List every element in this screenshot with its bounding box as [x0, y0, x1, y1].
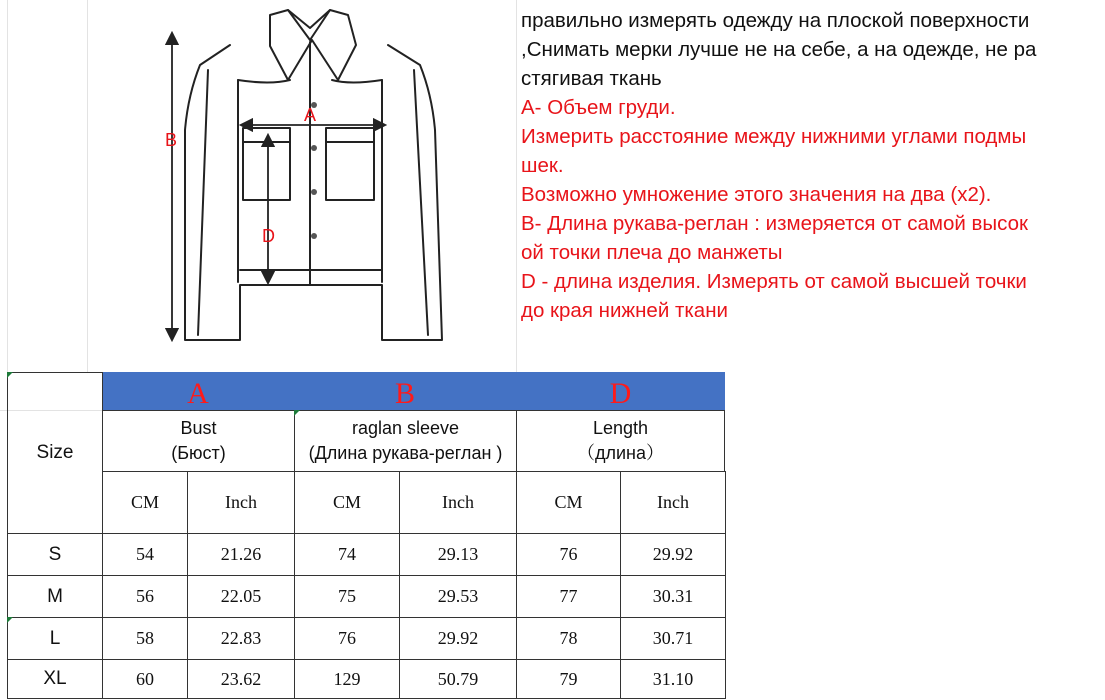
size-header: Size: [7, 372, 103, 534]
value-cell: 22.83: [187, 617, 295, 660]
cell-indicator: [7, 617, 13, 623]
jacket-outline: [185, 10, 442, 340]
value-cell: 23.62: [187, 659, 295, 699]
bust-header-name: Bust: [180, 418, 217, 438]
unit-cell: Inch: [399, 471, 517, 534]
instruction-line: стягивая ткань: [521, 67, 662, 90]
unit-cell: CM: [294, 471, 400, 534]
value-cell: 30.71: [620, 617, 726, 660]
value-cell: 29.92: [399, 617, 517, 660]
value-cell: 75: [294, 575, 400, 618]
bust-header: [102, 410, 295, 472]
value-cell: 79: [516, 659, 621, 699]
label-d: D: [262, 226, 275, 246]
instruction-line: B- Длина рукава-реглан : измеряется от самой высок: [521, 212, 1028, 235]
value-cell: 60: [102, 659, 188, 699]
cell-indicator: [7, 372, 13, 378]
instruction-line: ой точки плеча до манжеты: [521, 241, 783, 264]
unit-cell: Inch: [620, 471, 726, 534]
value-cell: 78: [516, 617, 621, 660]
value-cell: 129: [294, 659, 400, 699]
label-b: B: [165, 130, 178, 150]
instruction-line: A- Объем груди.: [521, 96, 676, 119]
sleeve-header: [294, 410, 517, 472]
instruction-line: правильно измерять одежду на плоской поверхности: [521, 9, 1030, 32]
unit-cell: Inch: [187, 471, 295, 534]
sleeve-header-name: raglan sleeve: [351, 418, 460, 438]
grid-line: [516, 0, 517, 372]
instruction-line: D - длина изделия. Измерять от самой высшей точки: [521, 270, 1027, 293]
unit-cell: CM: [516, 471, 621, 534]
unit-cell: CM: [102, 471, 188, 534]
instruction-line: шек.: [521, 154, 564, 177]
value-cell: 74: [294, 533, 400, 576]
instruction-line: Возможно умножение этого значения на два (x2).: [521, 183, 992, 206]
value-cell: 50.79: [399, 659, 517, 699]
group-letter-b: B: [394, 377, 415, 410]
size-cell: XL: [7, 659, 103, 699]
value-cell: 58: [102, 617, 188, 660]
measuring-instructions: [521, 6, 1101, 325]
bust-header-sub: (Бюст): [171, 443, 226, 463]
value-cell: 76: [516, 533, 621, 576]
size-cell: S: [7, 533, 103, 576]
instruction-line: ,Снимать мерки лучше не на себе, а на одежде, не ра: [521, 38, 1037, 61]
value-cell: 76: [294, 617, 400, 660]
length-header-sub: （длина）: [576, 443, 664, 463]
sleeve-header-sub: (Длина рукава-реглан ): [308, 443, 503, 463]
grid-line: [7, 0, 8, 372]
value-cell: 29.53: [399, 575, 517, 618]
length-header-name: Length: [592, 418, 649, 438]
value-cell: 31.10: [620, 659, 726, 699]
label-a: A: [304, 105, 317, 125]
value-cell: 29.13: [399, 533, 517, 576]
value-cell: 77: [516, 575, 621, 618]
group-letter-a: A: [187, 377, 209, 410]
instruction-line: до края нижней ткани: [521, 299, 728, 322]
jacket-measurement-diagram: [120, 0, 480, 360]
instruction-line: Измерить расстояние между нижними углами подмы: [521, 125, 1027, 148]
value-cell: 22.05: [187, 575, 295, 618]
grid-line: [87, 0, 88, 372]
group-letter-d: D: [609, 377, 632, 410]
size-cell: M: [7, 575, 103, 618]
cell-indicator: [294, 410, 300, 416]
value-cell: 54: [102, 533, 188, 576]
value-cell: 29.92: [620, 533, 726, 576]
value-cell: 30.31: [620, 575, 726, 618]
size-cell: L: [7, 617, 103, 660]
value-cell: 21.26: [187, 533, 295, 576]
length-header: [516, 410, 725, 472]
value-cell: 56: [102, 575, 188, 618]
